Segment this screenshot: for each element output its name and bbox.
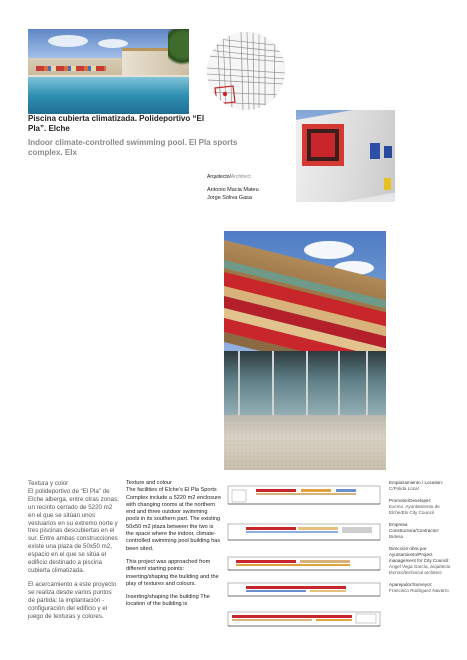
credit-item bbox=[389, 480, 455, 492]
paragraph-en: The facilities of Elche’s El Pla Sports Complex include a 5220 m2 enclosure with changing rooms at the northern end and three outdoor swimming pools in its southern part. The existing 50x50 m2 plaza between the two is the space where the indoor, climate-controlled swimming pool building has been sited. bbox=[126, 487, 222, 552]
elevation-drawing-3 bbox=[226, 552, 382, 574]
elevation-drawings bbox=[226, 478, 382, 638]
credits-column bbox=[389, 480, 455, 600]
project-title-es: Piscina cubierta climatizada. Polideportivo “El Pla”. Elche bbox=[28, 114, 205, 133]
credit-value: Bidesa bbox=[389, 534, 404, 539]
credit-key: Aparejador/Surveyor: bbox=[389, 582, 433, 587]
credit-item bbox=[389, 498, 455, 516]
heading-es: Textura y color bbox=[28, 480, 69, 487]
paragraph-es: El polideportivo de “El Pla” de Elche alberga, entre otras zonas, un recinto cerrado de 5220 m2 en el que se sitúan unos vestuarios en su extremo norte y tres piscinas descubiertas en el sur. Entre ambas construcciones existe una plaza de 50x50 m2, espacio en el que se sitúa el edificio destinado a piscina cubierta climatizada. bbox=[28, 487, 119, 574]
elevation-drawing-5 bbox=[226, 606, 382, 630]
elevation-drawing-4 bbox=[226, 578, 382, 600]
heading-en: Texture and colour bbox=[126, 480, 173, 486]
text-column-es bbox=[28, 480, 120, 620]
credit-key: Emplazamiento / Location: bbox=[389, 480, 444, 485]
pool-exterior-photo bbox=[28, 29, 189, 114]
architect-label-es: Arquitecto/ bbox=[207, 174, 231, 180]
credit-value: Excmo. Ayuntamiento de Elche/Elx City Council bbox=[389, 504, 440, 515]
paragraph-en: This project was approached from different starting points: inserting/shaping the building and the play of textures and colours. bbox=[126, 558, 219, 587]
credit-item bbox=[389, 582, 455, 594]
credit-key: Promotor/Developer: bbox=[389, 498, 432, 503]
credit-value: C/Polida Local bbox=[389, 486, 419, 491]
credit-value: Angel Vega García, arquitecto técnico/technical architect bbox=[389, 564, 451, 575]
credit-key: Empresa Constructora/Contractor: bbox=[389, 522, 440, 533]
architect-label bbox=[207, 174, 252, 180]
architect-label-en: Architect: bbox=[230, 174, 252, 180]
paragraph-es: El acercamiento a este proyecto se realiza desde varios puntos de partida: la implantación - configuración del edificio y el juego de texturas y colores. bbox=[28, 580, 117, 620]
credit-value: Francisco Rodriguez Navarro bbox=[389, 588, 449, 593]
facade-window-photo bbox=[296, 110, 395, 202]
elevation-drawing-2 bbox=[226, 518, 382, 544]
credit-item bbox=[389, 522, 455, 540]
project-title-en: Indoor climate-controlled swimming pool. El Pla sports complex. Elx bbox=[28, 138, 238, 157]
paragraph-en: Inserting/shaping the building The location of the building is bbox=[126, 594, 210, 608]
credit-key: Dirección obra por Ayuntamiento/Project management for City Council: bbox=[389, 546, 450, 563]
location-map bbox=[207, 32, 285, 110]
architect-name: Jorge Soliva Gasa bbox=[207, 194, 252, 201]
elevation-drawing-1 bbox=[226, 480, 382, 508]
architect-name: Antonio Macia Mateu bbox=[207, 187, 259, 193]
credit-item bbox=[389, 546, 455, 576]
facade-main-photo bbox=[224, 231, 386, 470]
text-column-en bbox=[126, 480, 222, 609]
architect-names bbox=[207, 187, 259, 202]
